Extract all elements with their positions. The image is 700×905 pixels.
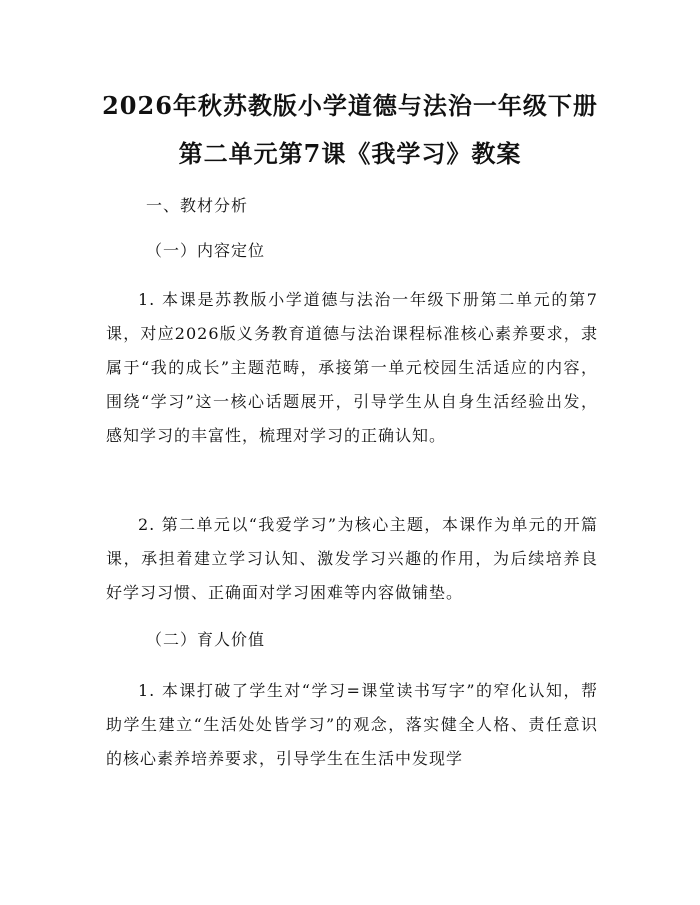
paragraph-educational-value-1: 1. 本课打破了学生对“学习=课堂读书写字”的窄化认知，帮助学生建立“生活处处皆学习”的观念，落实健全人格、责任意识的核心素养培养要求，引导学生在生活中发现学	[106, 681, 598, 768]
subsection-heading-educational-value: （二）育人价值	[146, 630, 266, 649]
document-title-line-2: 第二单元第7课《我学习》教案	[178, 139, 522, 168]
subsection-heading-content-positioning: （一）内容定位	[146, 241, 266, 260]
paragraph-content-positioning-1: 1. 本课是苏教版小学道德与法治一年级下册第二单元的第7课，对应2026版义务教育道德与法治课程标准核心素养要求，隶属于“我的成长”主题范畴，承接第一单元校园生活适应的内容，围绕“学习”这一核心话题展开，引导学生从自身生活经验出发，感知学习的丰富性，梳理对学习的正确认知。	[106, 290, 598, 445]
paragraph-content-positioning-2: 2. 第二单元以“我爱学习”为核心主题，本课作为单元的开篇课，承担着建立学习认知、激发学习兴趣的作用，为后续培养良好学习习惯、正确面对学习困难等内容做铺垫。	[106, 515, 598, 602]
document-title-line-1: 2026年秋苏教版小学道德与法治一年级下册	[102, 91, 598, 120]
section-heading-teaching-material-analysis: 一、教材分析	[146, 196, 249, 215]
